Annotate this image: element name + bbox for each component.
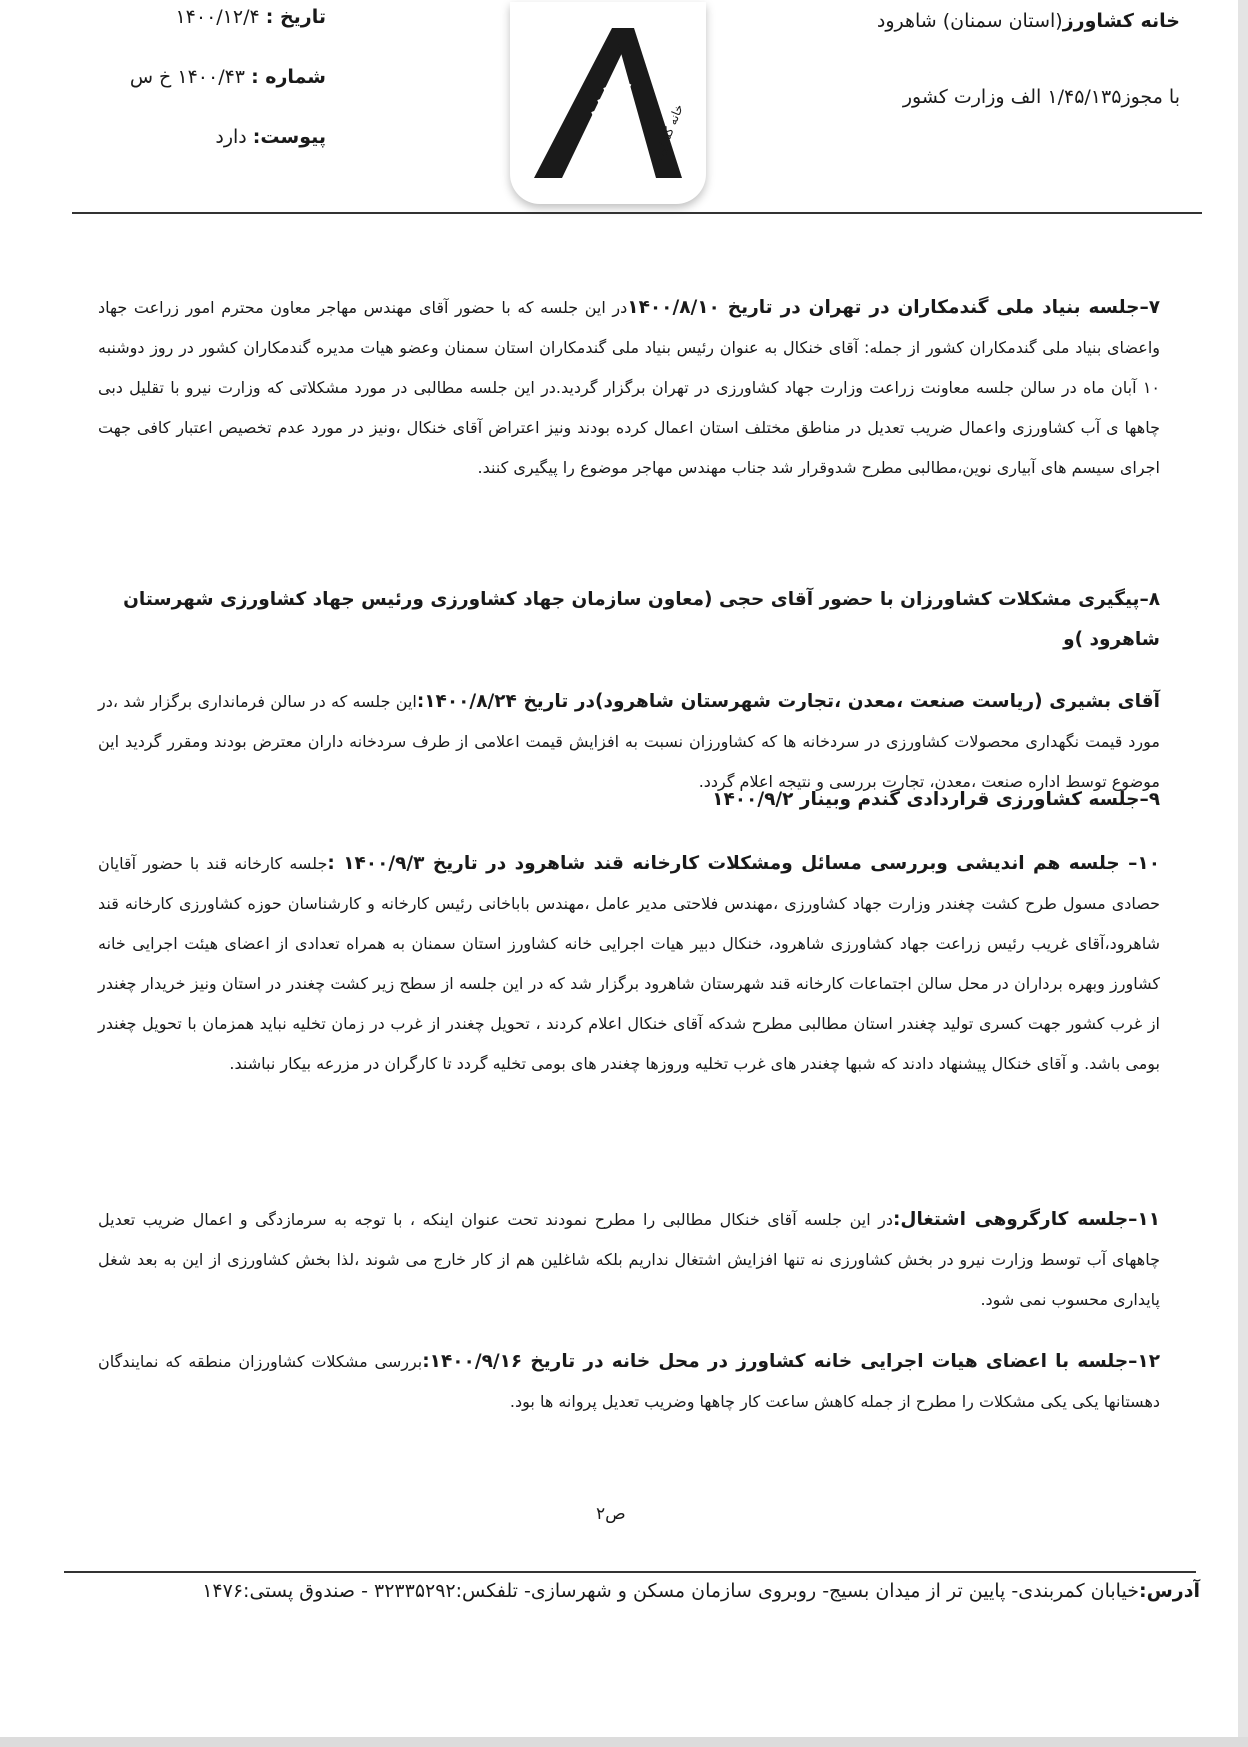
item-11-heading: ۱۱–جلسه کارگروهی اشتغال: bbox=[893, 1209, 1160, 1230]
attachment-line bbox=[215, 126, 326, 148]
item-10 bbox=[98, 844, 1160, 1084]
date-label: تاریخ : bbox=[265, 6, 326, 28]
date-value: ۱۴۰۰/۱۲/۴ bbox=[175, 6, 260, 28]
permit-line: با مجوز۱/۴۵/۱۳۵ الف وزارت کشور bbox=[902, 86, 1180, 108]
page-bottom-edge bbox=[0, 1737, 1248, 1747]
logo bbox=[510, 2, 706, 204]
address-label: آدرس: bbox=[1138, 1580, 1200, 1602]
header-rule bbox=[72, 212, 1202, 214]
item-10-heading: ۱۰– جلسه هم اندیشی وبررسی مسائل ومشکلات کارخانه قند شاهرود در تاریخ ۱۴۰۰/۹/۳ : bbox=[327, 853, 1160, 874]
item-12-body: بررسی مشکلات کشاورزان منطقه که نمایندگان دهستانها یکی یکی مشکلات را مطرح از جمله کاهش ساعت کار چاهها وضریب تعدیل پروانه ها بود. bbox=[98, 1352, 1160, 1411]
attachment-value: دارد bbox=[215, 126, 247, 148]
item-8-body: این جلسه که در سالن فرمانداری برگزار شد ،در مورد قیمت نگهداری محصولات کشاورزی در سردخانه ها که کشاورزان نسبت به افزایش قیمت اعلامی از طرف سردخانه داران معترض بودند ومقرر گردید این موضوع توسط اداره صنعت ،معدن، تجارت بررسی و نتیجه اعلام گردد. bbox=[98, 692, 1160, 791]
number-value: ۱۴۰۰/۴۳ خ س bbox=[129, 66, 246, 88]
attachment-label: پیوست: bbox=[252, 126, 326, 148]
wheat-emblem-icon bbox=[526, 22, 690, 186]
date-line bbox=[175, 6, 326, 28]
item-10-body: جلسه کارخانه قند با حضور آقایان حصادی مسول طرح کشت چغندر وزارت جهاد کشاورزی ،مهندس فلاحتی مدیر عامل ،مهندس باباخانی رئیس کارخانه و کارشناسان حوزه کشاورزی کارخانه قند شاهرود،آقای غریب رئیس زراعت جهاد کشاورزی شاهرود، خنکال دبیر هیات اجرایی خانه کشاورز استان سمنان به همراه تعدادی از اعضای هیئت اجرایی خانه کشاورز وبهره برداران در محل سالن اجتماعات کارخانه قند شهرستان شاهرود برگزار شد که در این جلسه از سطح زیر کشت چغندر در استان ونیز خریدار چغندر از غرب کشور جهت کسری تولید چغندر استان مطالبی مطرح شدکه آقای خنکال اعلام کردند ، تحویل چغندر از غرب در زمان تخلیه نباید همزمان با تحویل چغندر بومی باشد. و آقای خنکال پیشنهاد دادند که شبها چغندر های غرب تخلیه وروزها چغندر های بومی تخلیه گردد تا کارگران در مزرعه بیکار نباشند. bbox=[98, 854, 1160, 1073]
number-line bbox=[130, 66, 326, 88]
item-11 bbox=[98, 1200, 1160, 1320]
org-name: خانه کشاورز bbox=[1062, 10, 1180, 32]
page-number: ص۲ bbox=[596, 1504, 626, 1524]
item-7-body: در این جلسه که با حضور آقای مهندس مهاجر معاون محترم امور زراعت جهاد واعضای بنیاد ملی گندمکاران کشور از جمله: آقای خنکال به عنوان رئیس بنیاد ملی گندمکاران استان سمنان وعضو هیات مدیره گندمکاران کشور در روز دوشنبه ۱۰ آبان ماه در سالن جلسه معاونت زراعت وزارت جهاد کشاورزی در تهران برگزار گردید.در این جلسه مطالبی در مورد مشکلاتی که وزارت نیرو با تقلیل دبی چاهها ی آب کشاورزی واعمال ضریب تعدیل در مناطق مختلف استان اعمال کرده بودند ونیز اعتراض آقای خنکال ،ونیز در مورد عدم تخصیص اعتبار کافی جهت اجرای سیسم های آبیاری نوین،مطالبی مطرح شدوقرار شد جناب مهندس مهاجر موضوع را پیگیری کنند. bbox=[98, 298, 1160, 477]
item-12 bbox=[98, 1342, 1160, 1422]
item-7 bbox=[98, 288, 1160, 488]
item-9-heading: ۹–جلسه کشاورزی قراردادی گندم وبینار ۱۴۰۰/۹/۲ bbox=[712, 789, 1160, 810]
item-7-heading: ۷–جلسه بنیاد ملی گندمکاران در تهران در تاریخ ۱۴۰۰/۸/۱۰ bbox=[627, 297, 1160, 318]
item-9 bbox=[98, 780, 1160, 820]
page-edge bbox=[1238, 0, 1248, 1747]
item-8 bbox=[98, 580, 1160, 802]
logo-text: خانه کشاورز bbox=[649, 102, 687, 166]
address-line bbox=[202, 1580, 1200, 1602]
item-8-heading-line1: ۸–پیگیری مشکلات کشاورزان با حضور آقای حجی (معاون سازمان جهاد کشاورزی ورئیس جهاد کشاورزی شهرستان شاهرود )و bbox=[123, 589, 1160, 650]
number-label: شماره : bbox=[251, 66, 326, 88]
item-11-body: در این جلسه آقای خنکال مطالبی را مطرح نمودند تحت عنوان اینکه ، با توجه به سرمازدگی و اعمال ضریب تعدیل چاههای آب توسط وزارت نیرو در بخش کشاورزی نه تنها افزایش اشتغال نداریم بلکه شاغلین هم از کار خارج می شوند ،لذا بخش کشاورزی از این به بعد شغل پایداری محسوب نمی شود. bbox=[98, 1210, 1160, 1309]
organization-title bbox=[877, 10, 1180, 32]
address-text: خیابان کمربندی- پایین تر از میدان بسیج- روبروی سازمان مسکن و شهرسازی- تلفکس:۳۲۳۳۵۲۹۲ - صندوق پستی:۱۴۷۶ bbox=[202, 1580, 1139, 1602]
item-8-heading-line2: آقای بشیری (ریاست صنعت ،معدن ،تجارت شهرستان شاهرود)در تاریخ ۱۴۰۰/۸/۲۴: bbox=[416, 691, 1161, 712]
org-location: (استان سمنان) شاهرود bbox=[876, 10, 1063, 32]
footer-rule bbox=[64, 1571, 1196, 1573]
item-12-heading: ۱۲–جلسه با اعضای هیات اجرایی خانه کشاورز در محل خانه در تاریخ ۱۴۰۰/۹/۱۶: bbox=[422, 1351, 1160, 1372]
